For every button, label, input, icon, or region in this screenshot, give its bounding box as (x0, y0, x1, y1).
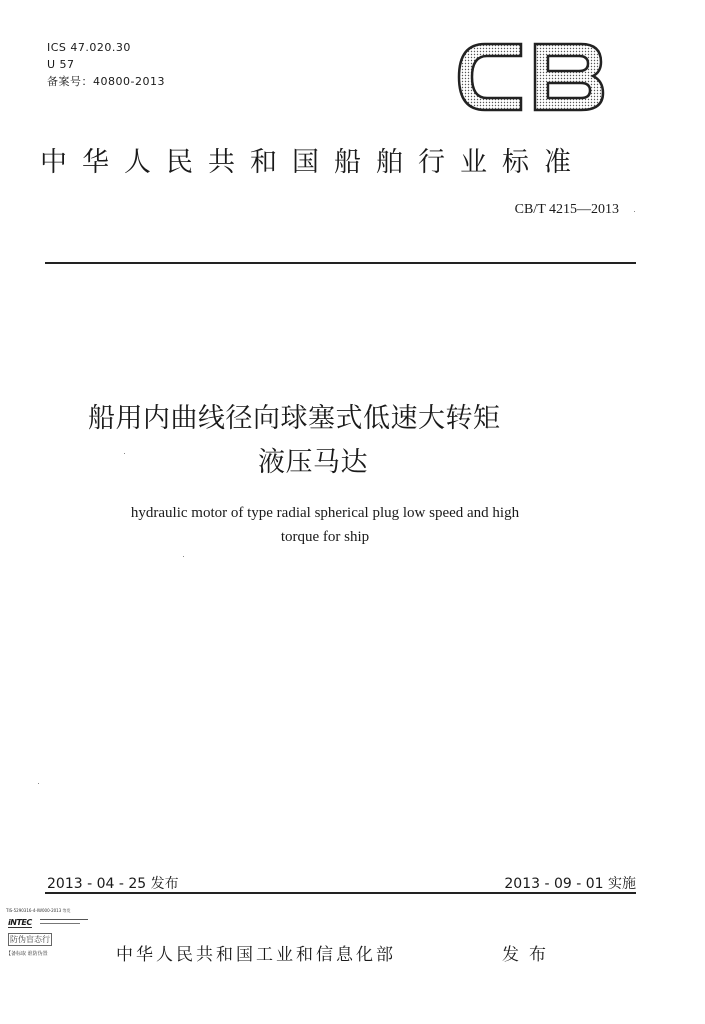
top-divider (45, 262, 636, 264)
publish-label: 发布 (502, 945, 556, 965)
title-chinese-line-2: 液压马达 (258, 447, 368, 478)
standard-category-title: 中华人民共和国船舶行业标准 (40, 147, 586, 178)
issue-date: 2013 - 04 - 25 发布 (47, 876, 179, 892)
anti-counterfeit-stamp (6, 906, 98, 964)
publisher-name: 中华人民共和国工业和信息化部 (116, 945, 396, 965)
standard-code: CB/T 4215—2013 (514, 202, 619, 217)
title-english-line-2: torque for ship (280, 529, 370, 545)
scan-speck (634, 211, 635, 212)
stamp-line (40, 923, 80, 924)
bottom-divider (45, 892, 636, 894)
stamp-serial-text: TIS-5290316-4-IW000-2013 等发 (6, 908, 71, 913)
scan-speck (183, 556, 184, 557)
cb-logo (455, 38, 605, 116)
stamp-brand: iNTEC (8, 918, 32, 927)
stamp-line (40, 919, 88, 920)
stamp-label: 防伪盲态行 (10, 935, 50, 944)
title-chinese-line-1: 船用内曲线径向球塞式低速大转矩 (88, 403, 501, 434)
title-english-line-1: hydraulic motor of type radial spherical plug low speed and high (130, 505, 520, 521)
stamp-footer-text: 【备标取 谁防伪置 (6, 951, 48, 957)
scan-speck (124, 453, 125, 454)
ccs-number: U 57 (47, 58, 75, 71)
scan-speck (38, 783, 39, 784)
implementation-date: 2013 - 09 - 01 实施 (504, 876, 636, 892)
ics-number: ICS 47.020.30 (47, 41, 131, 54)
filing-number: 备案号：40800-2013 (47, 75, 165, 88)
